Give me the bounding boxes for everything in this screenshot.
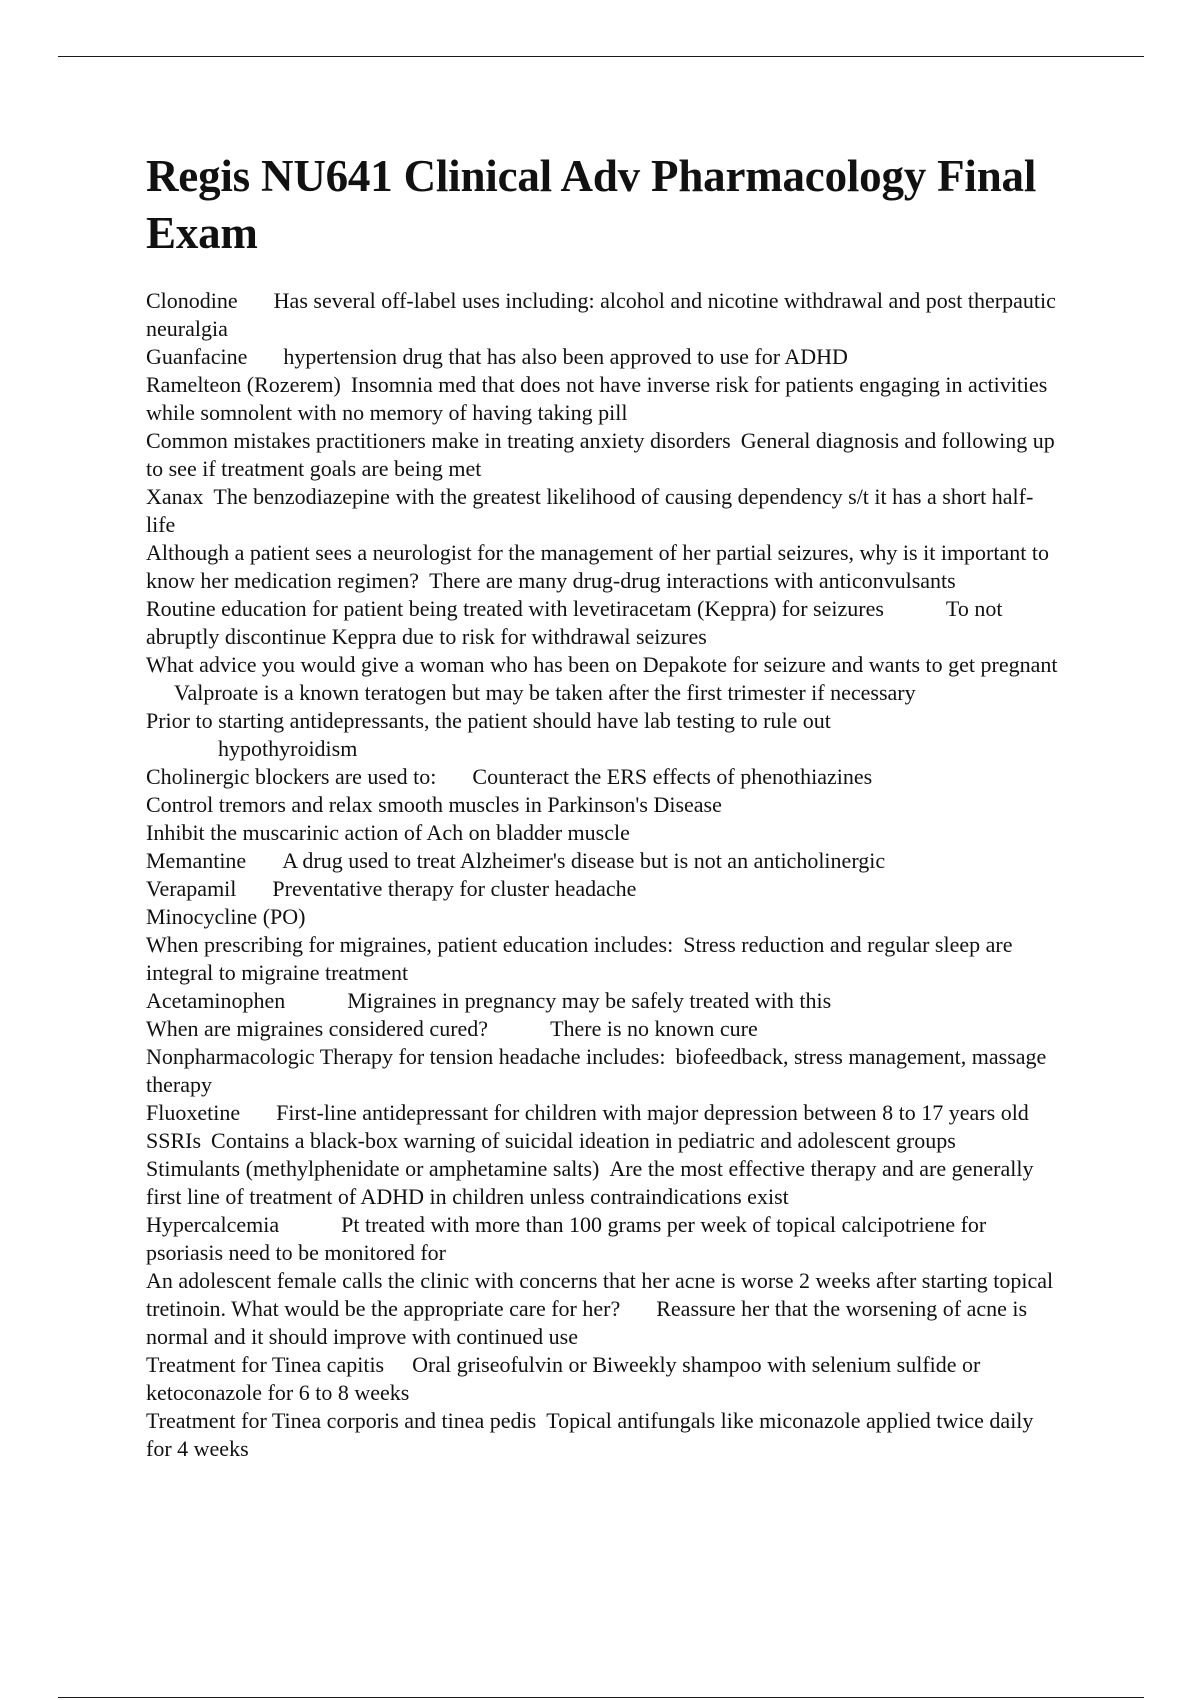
qa-definition: Stress reduction and regular sleep are integral to migraine treatment bbox=[146, 932, 1013, 985]
qa-definition: hypothyroidism bbox=[218, 736, 358, 761]
qa-definition: Has several off-label uses including: alcohol and nicotine withdrawal and post therpautic neuralgia bbox=[146, 288, 1056, 341]
qa-term: Xanax bbox=[146, 484, 204, 509]
qa-definition: Control tremors and relax smooth muscles in Parkinson's Disease bbox=[146, 792, 722, 817]
qa-entry bbox=[146, 1155, 1058, 1211]
qa-entry bbox=[146, 931, 1058, 987]
header-rule bbox=[58, 56, 1144, 57]
qa-entry bbox=[146, 539, 1058, 595]
qa-term: Hypercalcemia bbox=[146, 1212, 280, 1237]
qa-definition: There is no known cure bbox=[550, 1016, 758, 1041]
qa-definition: Counteract the ERS effects of phenothiazines bbox=[472, 764, 873, 789]
qa-entry bbox=[146, 903, 1058, 931]
footer-rule bbox=[58, 1697, 1144, 1698]
qa-term: Acetaminophen bbox=[146, 988, 286, 1013]
qa-term: Clonodine bbox=[146, 288, 238, 313]
qa-definition: Contains a black-box warning of suicidal ideation in pediatric and adolescent groups bbox=[211, 1128, 956, 1153]
qa-term: Ramelteon (Rozerem) bbox=[146, 372, 341, 397]
qa-definition: biofeedback, stress management, massage therapy bbox=[146, 1044, 1047, 1097]
qa-term: Cholinergic blockers are used to: bbox=[146, 764, 437, 789]
qa-entry bbox=[146, 875, 1058, 903]
qa-definition: Topical antifungals like miconazole applied twice daily for 4 weeks bbox=[146, 1408, 1034, 1461]
qa-definition: Are the most effective therapy and are generally first line of treatment of ADHD in children unless contraindications exist bbox=[146, 1156, 1034, 1209]
qa-definition: Preventative therapy for cluster headache bbox=[272, 876, 637, 901]
qa-entry bbox=[146, 427, 1058, 483]
qa-definition: Pt treated with more than 100 grams per week of topical calcipotriene for psoriasis need to be monitored for bbox=[146, 1212, 987, 1265]
qa-definition: To not abruptly discontinue Keppra due to risk for withdrawal seizures bbox=[146, 596, 1003, 649]
qa-definition: A drug used to treat Alzheimer's disease but is not an anticholinergic bbox=[282, 848, 886, 873]
qa-term: Prior to starting antidepressants, the patient should have lab testing to rule out bbox=[146, 708, 831, 733]
qa-entry bbox=[146, 1351, 1058, 1407]
qa-entry bbox=[146, 987, 1058, 1015]
qa-term: Verapamil bbox=[146, 876, 237, 901]
qa-entry bbox=[146, 1267, 1058, 1351]
qa-entry bbox=[146, 651, 1058, 707]
qa-term: Common mistakes practitioners make in treating anxiety disorders bbox=[146, 428, 731, 453]
qa-term: Routine education for patient being treated with levetiracetam (Keppra) for seizures bbox=[146, 596, 884, 621]
qa-entry bbox=[146, 1043, 1058, 1099]
qa-entry bbox=[146, 763, 1058, 791]
qa-term: Treatment for Tinea capitis bbox=[146, 1352, 385, 1377]
qa-entry bbox=[146, 791, 1058, 819]
qa-term: Although a patient sees a neurologist for the management of her partial seizures, why is it important to know her medication regimen? bbox=[146, 540, 1049, 593]
qa-term: Stimulants (methylphenidate or amphetamine salts) bbox=[146, 1156, 600, 1181]
qa-term: Fluoxetine bbox=[146, 1100, 241, 1125]
qa-entry bbox=[146, 1127, 1058, 1155]
qa-entry bbox=[146, 287, 1058, 343]
qa-definition: Valproate is a known teratogen but may be taken after the first trimester if necessary bbox=[174, 680, 916, 705]
qa-definition: First-line antidepressant for children with major depression between 8 to 17 years old bbox=[276, 1100, 1029, 1125]
qa-entry bbox=[146, 1407, 1058, 1463]
qa-entry bbox=[146, 1099, 1058, 1127]
qa-term: Minocycline (PO) bbox=[146, 904, 306, 929]
qa-entry bbox=[146, 483, 1058, 539]
qa-entry bbox=[146, 819, 1058, 847]
qa-entry bbox=[146, 707, 1058, 763]
qa-entry bbox=[146, 595, 1058, 651]
qa-definition: Insomnia med that does not have inverse risk for patients engaging in activities while somnolent with no memory of having taking pill bbox=[146, 372, 1048, 425]
qa-entry bbox=[146, 371, 1058, 427]
qa-definition: Oral griseofulvin or Biweekly shampoo with selenium sulfide or ketoconazole for 6 to 8 weeks bbox=[146, 1352, 981, 1405]
qa-term: Treatment for Tinea corporis and tinea pedis bbox=[146, 1408, 537, 1433]
qa-term: SSRIs bbox=[146, 1128, 202, 1153]
qa-term: Memantine bbox=[146, 848, 247, 873]
document-title: Regis NU641 Clinical Adv Pharmacology Final Exam bbox=[146, 151, 1037, 258]
qa-term: Nonpharmacologic Therapy for tension headache includes: bbox=[146, 1044, 666, 1069]
qa-entry bbox=[146, 343, 1058, 371]
qa-definition: Migraines in pregnancy may be safely treated with this bbox=[347, 988, 832, 1013]
qa-entry bbox=[146, 847, 1058, 875]
qa-definition: General diagnosis and following up to see if treatment goals are being met bbox=[146, 428, 1055, 481]
qa-entry bbox=[146, 1211, 1058, 1267]
qa-term: Guanfacine bbox=[146, 344, 248, 369]
qa-term: An adolescent female calls the clinic with concerns that her acne is worse 2 weeks after starting topical tretinoin. What would be the appropriate care for her? bbox=[146, 1268, 1054, 1321]
qa-definition: Inhibit the muscarinic action of Ach on bladder muscle bbox=[146, 820, 630, 845]
qa-definition: hypertension drug that has also been approved to use for ADHD bbox=[283, 344, 848, 369]
qa-definition: Reassure her that the worsening of acne is normal and it should improve with continued use bbox=[146, 1296, 1028, 1349]
qa-entry bbox=[146, 1015, 1058, 1043]
qa-term: When prescribing for migraines, patient education includes: bbox=[146, 932, 674, 957]
qa-term: What advice you would give a woman who has been on Depakote for seizure and wants to get pregnant bbox=[146, 652, 1058, 677]
qa-term: When are migraines considered cured? bbox=[146, 1016, 489, 1041]
document-body bbox=[146, 148, 1058, 1463]
qa-definition: The benzodiazepine with the greatest likelihood of causing dependency s/t it has a short half-life bbox=[146, 484, 1034, 537]
qa-definition: There are many drug-drug interactions with anticonvulsants bbox=[429, 568, 956, 593]
